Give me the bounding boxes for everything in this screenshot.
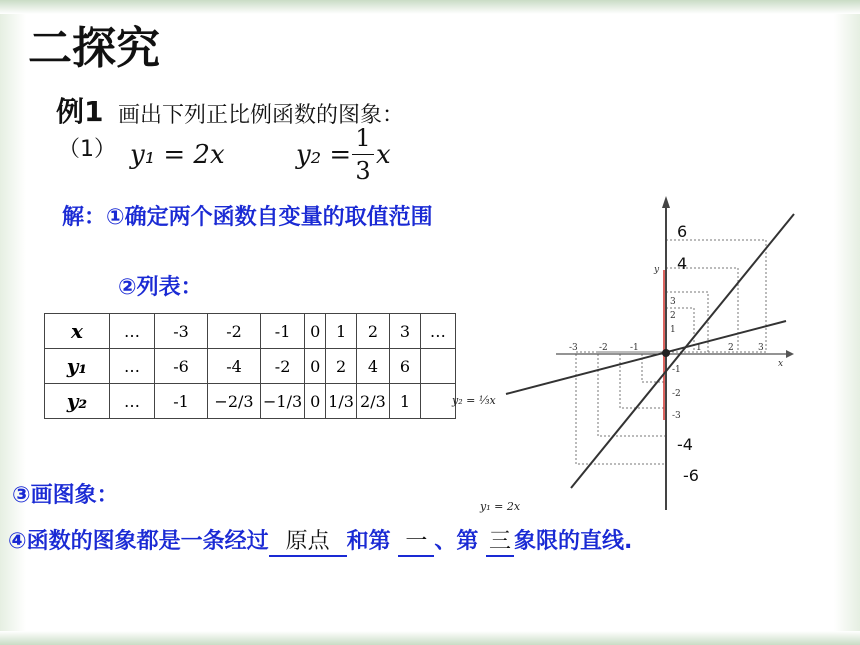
answer-blank-quadrant3: 三 bbox=[486, 524, 514, 557]
equation-y1: y₁ = 2x bbox=[130, 140, 225, 170]
table-cell: -4 bbox=[208, 349, 261, 384]
step4-prefix: ④函数的图象都是一条经过 bbox=[8, 529, 269, 554]
table-cell: -2 bbox=[261, 349, 305, 384]
header-x: x bbox=[45, 314, 110, 349]
solution-step4 bbox=[8, 524, 632, 557]
y-tick: 3 bbox=[670, 297, 676, 307]
table-cell: … bbox=[420, 314, 455, 349]
line-y2 bbox=[506, 321, 786, 394]
table-cell: -6 bbox=[155, 349, 208, 384]
table-cell: … bbox=[110, 314, 155, 349]
table-cell: 2/3 bbox=[356, 384, 389, 419]
section-title: 二探究 bbox=[28, 23, 160, 74]
fraction-denominator: 3 bbox=[355, 157, 371, 185]
example-label: 例1 bbox=[56, 95, 104, 128]
y-tick: -3 bbox=[672, 411, 681, 421]
y-label-neg6: -6 bbox=[683, 466, 699, 485]
header-y2: y₂ bbox=[45, 384, 110, 419]
table-cell: -2 bbox=[208, 314, 261, 349]
y-tick: -1 bbox=[672, 365, 681, 375]
table-cell: 0 bbox=[305, 349, 326, 384]
x-axis-label: x bbox=[778, 359, 784, 369]
step4-mid2: 、第 bbox=[434, 529, 479, 554]
table-cell: -3 bbox=[155, 314, 208, 349]
y-axis-arrow bbox=[662, 196, 670, 208]
x-tick: -3 bbox=[569, 343, 578, 353]
x-axis-arrow bbox=[786, 350, 794, 358]
table-cell: 1/3 bbox=[326, 384, 357, 419]
table-cell: 4 bbox=[356, 349, 389, 384]
table-cell: 3 bbox=[389, 314, 420, 349]
equation-y2-fraction bbox=[352, 124, 374, 185]
table-cell: 2 bbox=[356, 314, 389, 349]
table-cell: 6 bbox=[389, 349, 420, 384]
x-tick: 3 bbox=[758, 343, 764, 353]
y-tick: 1 bbox=[670, 325, 676, 335]
header-y1: y₁ bbox=[45, 349, 110, 384]
x-tick: -1 bbox=[630, 343, 639, 353]
table-cell: 0 bbox=[305, 384, 326, 419]
table-row bbox=[45, 349, 456, 384]
y-label-neg4: -4 bbox=[677, 435, 693, 454]
line-y1-label: y₁ = 2x bbox=[480, 500, 521, 513]
fraction-numerator: 1 bbox=[355, 124, 371, 152]
table-cell: 2 bbox=[326, 349, 357, 384]
answer-blank-origin: 原点 bbox=[269, 524, 347, 557]
function-graph bbox=[446, 190, 806, 520]
y-label-6: 6 bbox=[677, 222, 688, 241]
table-row bbox=[45, 314, 456, 349]
equation-y2-lhs: y₂ = bbox=[296, 140, 352, 170]
table-cell: −1/3 bbox=[261, 384, 305, 419]
solution-step3: ③画图象： bbox=[12, 483, 119, 508]
step4-mid1: 和第 bbox=[346, 529, 391, 554]
line-y2-label: y₂ = ⅓x bbox=[452, 394, 496, 407]
x-tick: 2 bbox=[728, 343, 734, 353]
x-tick: 1 bbox=[696, 343, 702, 353]
table-cell: −2/3 bbox=[208, 384, 261, 419]
table-cell: -1 bbox=[261, 314, 305, 349]
value-table bbox=[44, 313, 456, 419]
origin-point bbox=[662, 349, 670, 357]
y-axis-label: y bbox=[654, 265, 660, 275]
y-label-4: 4 bbox=[677, 254, 688, 273]
solution-step2: ②列表： bbox=[118, 275, 203, 300]
table-cell: … bbox=[110, 349, 155, 384]
answer-blank-quadrant1: 一 bbox=[398, 524, 434, 557]
part-number: （1） bbox=[58, 137, 116, 162]
example-instruction: 画出下列正比例函数的图象： bbox=[118, 103, 405, 128]
table-row bbox=[45, 384, 456, 419]
fraction-bar bbox=[352, 154, 374, 155]
table-cell: 1 bbox=[326, 314, 357, 349]
table-cell: 1 bbox=[389, 384, 420, 419]
table-cell: -1 bbox=[155, 384, 208, 419]
equation-y2-variable: x bbox=[376, 140, 391, 170]
table-cell: 0 bbox=[305, 314, 326, 349]
step4-suffix: 象限的直线. bbox=[514, 529, 633, 554]
solution-step1: 解：①确定两个函数自变量的取值范围 bbox=[62, 205, 433, 230]
x-tick: -2 bbox=[599, 343, 608, 353]
y-tick: 2 bbox=[670, 311, 676, 321]
y-tick: -2 bbox=[672, 389, 681, 399]
table-cell: … bbox=[110, 384, 155, 419]
